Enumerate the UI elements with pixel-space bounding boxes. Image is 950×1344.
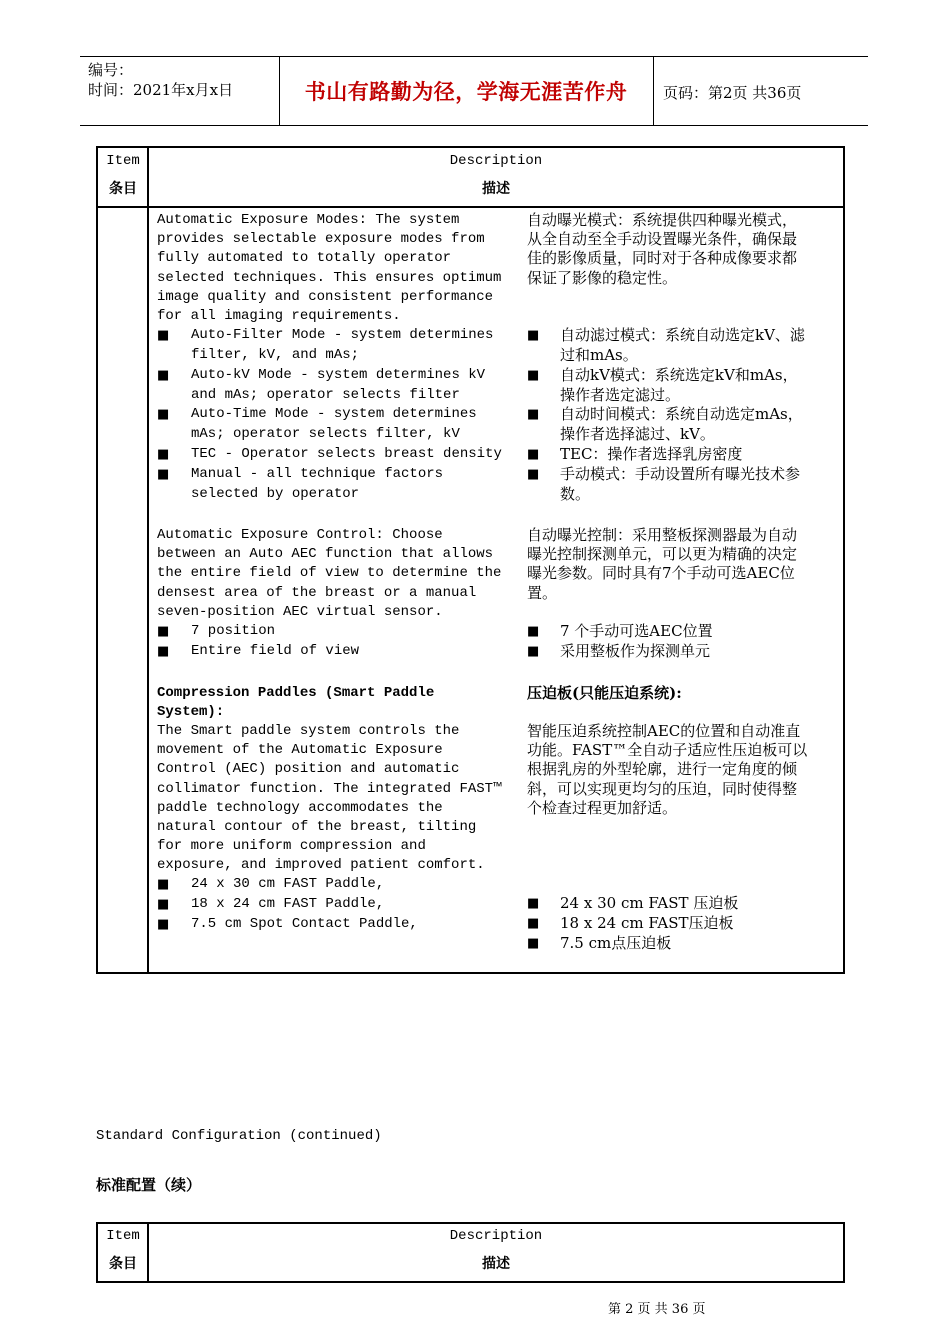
bullet-icon: ■	[527, 328, 540, 343]
bullet-icon: ■	[527, 407, 540, 422]
bullet-icon: ■	[527, 936, 540, 951]
list-item: Entire field of view	[191, 643, 360, 659]
item-header-en: Item	[106, 1228, 140, 1244]
aem-paragraph-en: Automatic Exposure Modes: The system provides selectable exposure modes from fully automated to totally operator selected techniques. This ensures optimum image quality and consistent performance for all imaging requirements.	[157, 212, 502, 325]
list-item: 手动模式：手动设置所有曝光技术参 数。	[560, 465, 801, 503]
list-item: 7 position	[191, 623, 276, 639]
list-item: 24 x 30 cm FAST 压迫板	[560, 894, 739, 912]
spec-table-header-rule	[96, 206, 845, 208]
bullet-icon: ■	[157, 897, 170, 912]
bullet-icon: ■	[157, 407, 170, 422]
bullet-icon: ■	[157, 624, 170, 639]
list-item: TEC：操作者选择乳房密度	[560, 445, 743, 463]
list-item: 24 x 30 cm FAST Paddle,	[191, 876, 385, 892]
list-item: 自动滤过模式：系统自动选定kV、滤 过和mAs。	[560, 326, 805, 364]
spec-table-column-rule	[147, 146, 149, 974]
bullet-icon: ■	[527, 467, 540, 482]
list-item: 18 x 24 cm FAST压迫板	[560, 914, 734, 932]
paddles-paragraph-en: The Smart paddle system controls the movement of the Automatic Exposure Control (AEC) position and automatic collimator function. The integrated FAST™ paddle technology accommodates the natural contour of the breast, tilting for more uniform compression and exposure, and improved patient comfort.	[157, 723, 502, 874]
list-item: 7 个手动可选AEC位置	[560, 622, 713, 640]
aem-paragraph-cn: 自动曝光模式：系统提供四种曝光模式， 从全自动至全手动设置曝光条件，确保最 佳的影像质量，同时对于各种成像要求都 保证了影像的稳定性。	[527, 211, 798, 287]
paddles-title-en: Compression Paddles (Smart Paddle System):	[157, 685, 435, 721]
item-header-cn: 条目	[109, 1256, 137, 1272]
bullet-icon: ■	[527, 368, 540, 383]
bullet-icon: ■	[157, 877, 170, 892]
description-header-en: Description	[449, 1228, 543, 1244]
header-top-rule	[80, 56, 868, 57]
paddles-paragraph-cn: 智能压迫系统控制AEC的位置和自动准直 功能。FAST™全自动子适应性压迫板可以 根据乳房的外型轮廓，进行一定角度的倾 斜，可以实现更均匀的压迫，同时使得整 个检查过程更加舒适。	[527, 722, 808, 817]
header-meta	[88, 60, 233, 100]
header-motto: 书山有路勤为径，学海无涯苦作舟	[304, 79, 628, 104]
list-item: 自动时间模式：系统自动选定mAs， 操作者选择滤过、kV。	[560, 405, 803, 443]
section-title-en: Standard Configuration (continued)	[96, 1128, 382, 1144]
list-item: Auto-Filter Mode - system determines filter, kV, and mAs;	[191, 327, 494, 363]
section-title-cn: 标准配置（续）	[96, 1176, 202, 1194]
bullet-icon: ■	[527, 447, 540, 462]
list-item: TEC - Operator selects breast density	[191, 446, 502, 462]
bullet-icon: ■	[157, 644, 170, 659]
bullet-icon: ■	[527, 644, 540, 659]
aec-paragraph-cn: 自动曝光控制：采用整板探测器最为自动 曝光控制探测单元，可以更为精确的决定 曝光参数。同时具有7个手动可选AEC位 置。	[527, 526, 798, 602]
list-item: 7.5 cm Spot Contact Paddle,	[191, 916, 418, 932]
bullet-icon: ■	[157, 467, 170, 482]
header-code-label: 编号：	[88, 61, 134, 79]
header-divider-right	[653, 56, 654, 125]
bullet-icon: ■	[527, 916, 540, 931]
bullet-icon: ■	[157, 368, 170, 383]
list-item: Auto-kV Mode - system determines kV and mAs; operator selects filter	[191, 367, 486, 403]
paddles-title-cn: 压迫板(只能压迫系统):	[527, 684, 682, 702]
bullet-icon: ■	[527, 624, 540, 639]
header-page-code: 页码：第2页 共36页	[663, 84, 802, 102]
bullet-icon: ■	[157, 917, 170, 932]
header-bottom-rule	[80, 125, 868, 126]
page-footer: 第 2 页 共 36 页	[608, 1302, 706, 1317]
list-item: 采用整板作为探测单元	[560, 642, 711, 660]
header-time-label: 时间：2021年x月x日	[88, 81, 234, 99]
description-header-en: Description	[449, 153, 543, 169]
list-item: Manual - all technique factors selected by operator	[191, 466, 444, 502]
description-header-cn: 描述	[482, 181, 510, 197]
list-item: 18 x 24 cm FAST Paddle,	[191, 896, 385, 912]
bullet-icon: ■	[157, 447, 170, 462]
bullet-icon: ■	[527, 896, 540, 911]
description-header-cn: 描述	[482, 1256, 510, 1272]
list-item: 7.5 cm点压迫板	[560, 934, 672, 952]
item-header-cn: 条目	[109, 181, 137, 197]
list-item: 自动kV模式：系统选定kV和mAs， 操作者选定滤过。	[560, 366, 798, 404]
aec-paragraph-en: Automatic Exposure Control: Choose between an Auto AEC function that allows the entire field of view to determine the densest area of the breast or a manual seven-position AEC virtual sensor.	[157, 527, 502, 620]
item-header-en: Item	[106, 153, 140, 169]
list-item: Auto-Time Mode - system determines mAs; operator selects filter, kV	[191, 406, 477, 442]
bullet-icon: ■	[157, 328, 170, 343]
